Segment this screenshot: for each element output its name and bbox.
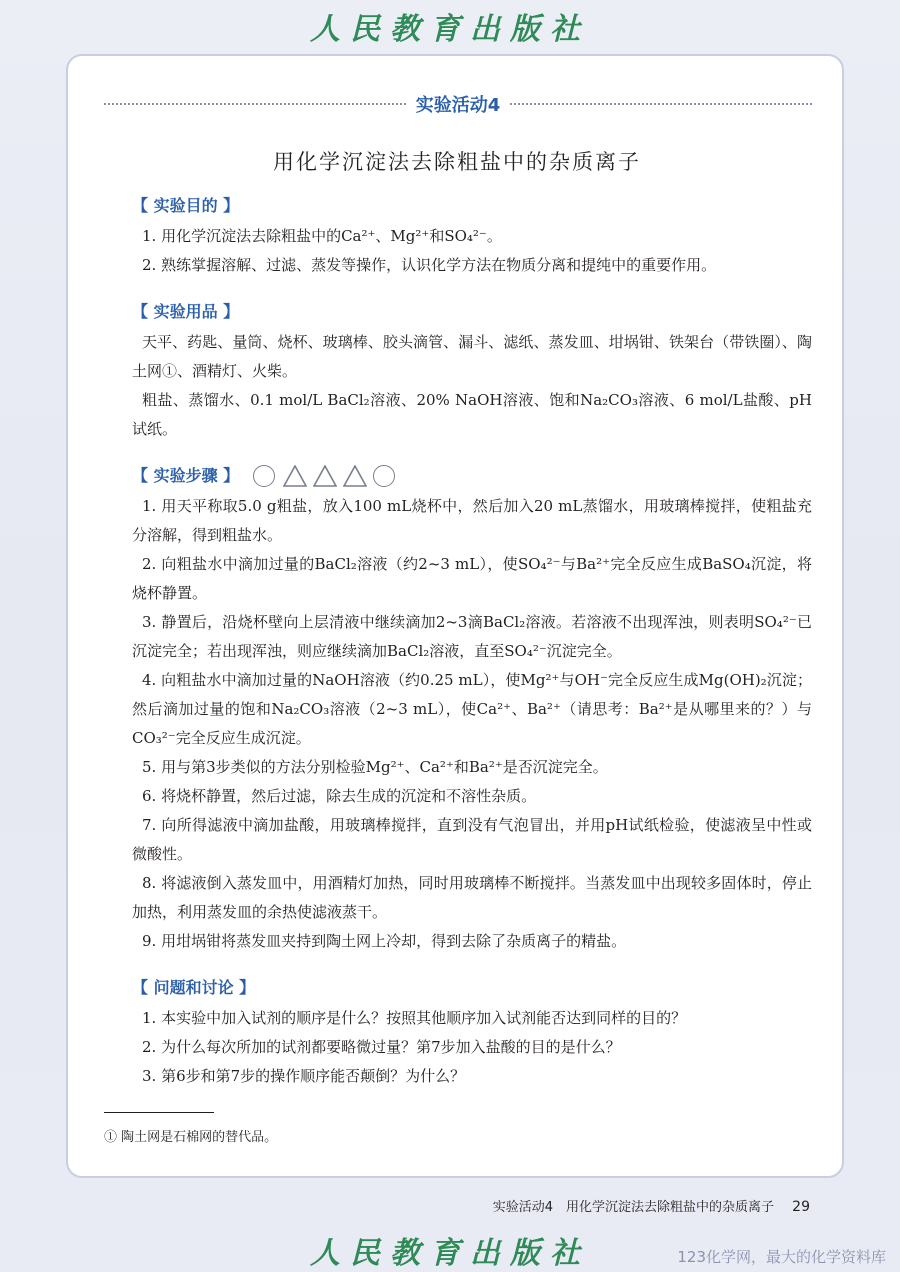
page-title: 用化学沉淀法去除粗盐中的杂质离子	[273, 150, 641, 174]
purpose-item: 2. 熟练掌握溶解、过滤、蒸发等操作，认识化学方法在物质分离和提纯中的重要作用。	[142, 256, 717, 274]
publisher-logo-bottom: 人民教育出版社	[310, 1236, 590, 1271]
step-item: 6. 将烧杯静置，然后过滤，除去生成的沉淀和不溶性杂质。	[142, 787, 537, 805]
section-heading-materials: 【 实验用品 】	[132, 302, 240, 321]
section-heading-purpose: 【 实验目的 】	[132, 196, 240, 215]
dotted-rule-left	[104, 103, 406, 105]
flame-icon	[343, 465, 365, 487]
step-item: 9. 用坩埚钳将蒸发皿夹持到陶土网上冷却，得到去除了杂质离子的精盐。	[142, 932, 627, 950]
discussion-item: 3. 第6步和第7步的操作顺序能否颠倒？为什么？	[142, 1067, 466, 1085]
section-heading-discussion: 【 问题和讨论 】	[132, 978, 256, 997]
footnote: ① 陶土网是石棉网的替代品。	[104, 1130, 278, 1145]
materials-item: 粗盐、蒸馏水、0.1 mol/L BaCl₂溶液、20% NaOH溶液、饱和Na₂CO₃溶液、6 mol/L盐酸、pH试纸。	[132, 391, 812, 438]
running-title: 实验活动4 用化学沉淀法去除粗盐中的杂质离子	[492, 1200, 775, 1215]
discussion-item: 1. 本实验中加入试剂的顺序是什么？按照其他顺序加入试剂能否达到同样的目的？	[142, 1009, 687, 1027]
safety-icons	[253, 465, 395, 487]
step-item: 3. 静置后，沿烧杯壁向上层清液中继续滴加2~3滴BaCl₂溶液。若溶液不出现浑浊，则表明SO₄²⁻已沉淀完全；若出现浑浊，则应继续滴加BaCl₂溶液，直至SO₄²⁻沉淀完全。	[132, 613, 812, 660]
footnote-rule	[104, 1112, 214, 1113]
page-number: 29	[792, 1199, 810, 1215]
content	[132, 190, 812, 1091]
activity-header	[104, 92, 812, 116]
step-item: 2. 向粗盐水中滴加过量的BaCl₂溶液（约2~3 mL），使SO₄²⁻与Ba²⁺完全反应生成BaSO₄沉淀，将烧杯静置。	[132, 555, 812, 602]
step-item: 1. 用天平称取5.0 g粗盐，放入100 mL烧杯中，然后加入20 mL蒸馏水，用玻璃棒搅拌，使粗盐充分溶解，得到粗盐水。	[132, 497, 812, 544]
purpose-item: 1. 用化学沉淀法去除粗盐中的Ca²⁺、Mg²⁺和SO₄²⁻。	[142, 227, 502, 245]
step-item: 8. 将滤液倒入蒸发皿中，用酒精灯加热，同时用玻璃棒不断搅拌。当蒸发皿中出现较多固体时，停止加热，利用蒸发皿的余热使滤液蒸干。	[132, 874, 812, 921]
step-item: 5. 用与第3步类似的方法分别检验Mg²⁺、Ca²⁺和Ba²⁺是否沉淀完全。	[142, 758, 608, 776]
activity-label: 实验活动4	[415, 95, 501, 116]
watermark: 123化学网，最大的化学资料库	[677, 1248, 886, 1266]
page-footer	[493, 1196, 810, 1215]
section-heading-steps: 【 实验步骤 】	[132, 466, 240, 485]
page-card	[66, 54, 844, 1178]
step-item: 4. 向粗盐水中滴加过量的NaOH溶液（约0.25 mL），使Mg²⁺与OH⁻完全反应生成Mg(OH)₂沉淀；然后滴加过量的饱和Na₂CO₃溶液（2~3 mL），使Ca²⁺、Ba²⁺（请思考：Ba²⁺是从哪里来的？）与CO₃²⁻完全反应生成沉淀。	[132, 671, 812, 747]
dotted-rule-right	[510, 103, 812, 105]
discussion-item: 2. 为什么每次所加的试剂都要略微过量？第7步加入盐酸的目的是什么？	[142, 1038, 621, 1056]
materials-item: 天平、药匙、量筒、烧杯、玻璃棒、胶头滴管、漏斗、滤纸、蒸发皿、坩埚钳、铁架台（带铁圈）、陶土网①、酒精灯、火柴。	[132, 333, 812, 380]
wash-hands-icon	[373, 465, 395, 487]
heat-icon	[283, 465, 305, 487]
section-heading-steps-row	[132, 460, 812, 492]
publisher-logo-top: 人民教育出版社	[310, 12, 590, 47]
hot-surface-icon	[313, 465, 335, 487]
goggles-icon	[253, 465, 275, 487]
step-item: 7. 向所得滤液中滴加盐酸，用玻璃棒搅拌，直到没有气泡冒出，并用pH试纸检验，使滤液呈中性或微酸性。	[132, 816, 812, 863]
